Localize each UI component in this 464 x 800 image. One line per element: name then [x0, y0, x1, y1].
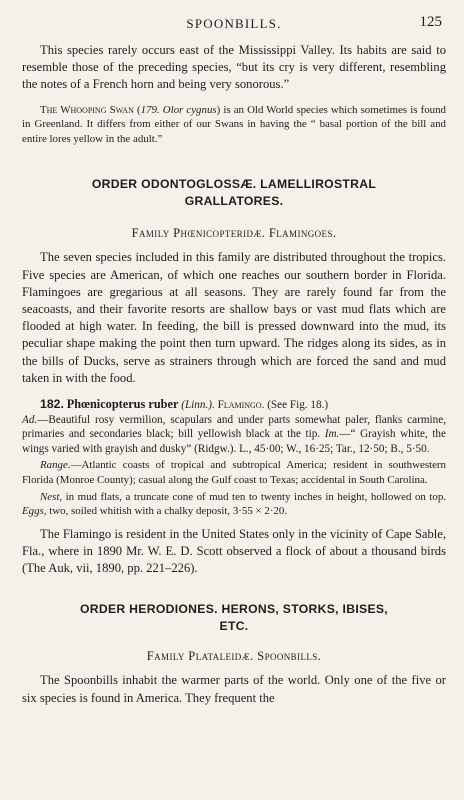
eggs-text: two, soiled whitish with a chalky deposit, 3·55 × 2·20. — [46, 505, 288, 518]
figure-reference: (See Fig. 18.) — [264, 399, 329, 412]
order-heading-line: ETC. — [219, 619, 249, 634]
whooping-swan-name: The Whooping Swan — [40, 103, 134, 116]
range-label: Range. — [40, 459, 71, 472]
order-heading-line: GRALLATORES. — [184, 194, 284, 209]
whooping-swan-note — [22, 103, 446, 147]
species-common-name: Flamingo. — [214, 399, 265, 412]
range-text: —Atlantic coasts of tropical and subtropical America; resident in southwestern Florida (Monroe County); casual along the Gulf coast to Texas; accidental in South Carolina. — [22, 459, 446, 486]
species-account-182 — [22, 397, 446, 456]
order-heading-line: ORDER HERODIONES. HERONS, STORKS, IBISES, — [79, 602, 388, 617]
immature-description: —“ Grayish white, the wings varied with grayish and dusky” (Ridgw.). L., 45·00; W., 16·25; Tar., 12·50; B., 5·50. — [22, 428, 446, 455]
running-head — [22, 14, 446, 36]
flamingo-paragraph: The Flamingo is resident in the United States only in the vicinity of Cape Sable, Fla., where in 1890 Mr. W. E. D. Scott observed a flock of about a thousand birds (The Auk, vii, 1890, pp. 221–226). — [22, 526, 446, 576]
intro-paragraph: This species rarely occurs east of the Mississippi Valley. Its habits are said to resemble those of the preceding species, “but its cry is very different, resembling the notes of a French horn and being very sonorous.” — [22, 43, 446, 92]
family-heading-phoenicopteridae: Family Phœnicopteridæ. Flamingoes. — [131, 226, 337, 241]
nest-text: in mud flats, a truncate cone of mud ten to twenty inches in height, hollowed on top. — [62, 490, 446, 503]
spoonbill-paragraph: The Spoonbills inhabit the warmer parts of the world. Only one of the five or six species is found in America. They frequent the — [22, 673, 446, 705]
order-heading-line: ORDER ODONTOGLOSSÆ. LAMELLIROSTRAL — [91, 177, 377, 192]
whooping-swan-text: ) is an Old World species which sometimes is found in Greenland. It differs from either of our Swans in having the “ basal portion of the bill and entire lores yellow in the adult.” — [22, 103, 446, 145]
species-number: 182. — [40, 397, 64, 412]
order-heading-odontoglossae — [22, 176, 446, 210]
adult-label: Ad. — [22, 413, 38, 426]
order-heading-herodiones — [22, 601, 446, 635]
running-title: SPOONBILLS. — [186, 16, 282, 31]
species-range — [22, 458, 446, 487]
species-nest-eggs — [22, 490, 446, 519]
whooping-swan-ref: 179. Olor cygnus — [140, 103, 217, 116]
family-heading-plataleidae: Family Plataleidæ. Spoonbills. — [146, 649, 322, 664]
species-authority: (Linn.). — [178, 399, 215, 412]
whooping-swan-ref-open: ( — [133, 103, 141, 116]
page-number: 125 — [419, 14, 442, 30]
adult-description: —Beautiful rosy vermilion, scapulars and under parts somewhat paler, flanks carmine, primaries and secondaries black; bill yellowish black at the tip. — [22, 413, 446, 441]
immature-label: Im. — [320, 428, 340, 441]
nest-label: Nest, — [40, 490, 63, 503]
eggs-label: Eggs, — [22, 505, 47, 518]
species-name: Phœnicopterus ruber — [66, 397, 179, 412]
family-paragraph: The seven species included in this family are distributed throughout the tropics. Five species are American, of which one reaches our southern border in Florida. Flamingoes are gregarious at all seasons. They are rarely found far from the seacoasts, and their favorite resorts are shallow bays or vast mud flats which are flooded at high water. In feeding, the bill is pressed downward into the mud, its peculiar shape making the point then turn upward. The ridges along its sides, as in the bills of Ducks, serve as strainers through which are forced the sand and mud taken in with the food. — [22, 250, 446, 385]
